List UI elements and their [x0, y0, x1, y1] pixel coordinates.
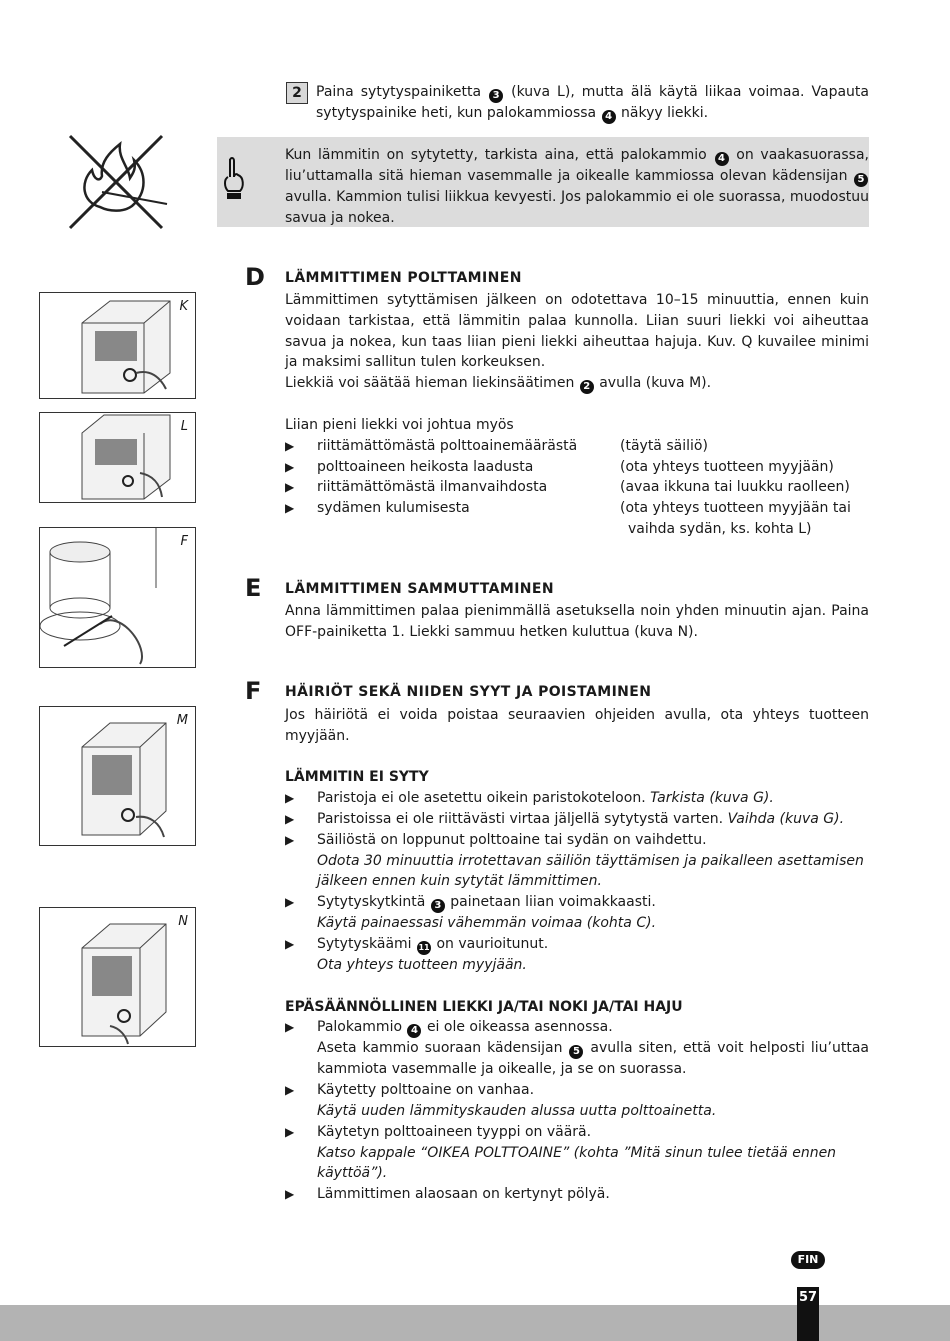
- section-letter-f: F: [245, 677, 262, 705]
- step-number-box: 2: [286, 82, 308, 104]
- ref-circle-4: 4: [602, 110, 616, 124]
- section-f-body: [285, 705, 869, 1205]
- ref-circle-4: 4: [407, 1024, 421, 1038]
- section-heading-d: LÄMMITTIMEN POLTTAMINEN: [285, 270, 522, 286]
- ref-circle-3: 3: [489, 89, 503, 103]
- list-item: ▶ Lämmittimen alaosaan on kertynyt pölyä.: [285, 1184, 869, 1205]
- section-letter-e: E: [245, 574, 262, 602]
- subheading-irregular-flame: EPÄSÄÄNNÖLLINEN LIEKKI JA/TAI NOKI JA/TAI HAJU: [285, 998, 683, 1015]
- figure-label: K: [179, 299, 188, 314]
- section-f-intro: Jos häiriötä ei voida poistaa seuraavien ohjeiden avulla, ota yhteys tuotteen myyjään.: [285, 707, 869, 744]
- subheading-no-ignition: LÄMMITIN EI SYTY: [285, 769, 429, 786]
- list-item: ▶ riittämättömästä polttoainemäärästä (täytä säiliö): [285, 436, 869, 457]
- figure-label: N: [178, 914, 188, 929]
- list-item: ▶ polttoaineen heikosta laadusta (ota yhteys tuotteen myyjään): [285, 457, 869, 478]
- ref-circle-11: 11: [417, 941, 431, 955]
- section-e-text: Anna lämmittimen palaa pienimmällä asetuksella noin yhden minuutin ajan. Paina OFF-painiketta 1. Liekki sammuu hetken kuluttua (kuva N).: [285, 603, 869, 640]
- section-d-body: [285, 290, 869, 540]
- figure-label: L: [180, 419, 188, 434]
- list-item: ▶ Säiliöstä on loppunut polttoaine tai sydän on vaihdettu. Odota 30 minuuttia irrotettavan säiliön täyttämisen ja paikalleen asettamisen jälkeen ennen kuin sytytät lämmittimen.: [285, 830, 869, 892]
- section-d-para1: Lämmittimen sytyttämisen jälkeen on odotettava 10–15 minuuttia, ennen kuin voidaan tarkistaa, että lämmitin palaa kunnolla. Liian suuri liekki voi aiheuttaa savua ja nokea, kun taas liian pieni liekki aiheuttaa hajuja. Kuv. Q kuvailee minimi ja maksimi sallitun tulen korkeuksen.: [285, 292, 869, 371]
- list-item: ▶ Paristoja ei ole asetettu oikein paristokoteloon. Tarkista (kuva G).: [285, 788, 869, 809]
- ref-circle-4: 4: [715, 152, 729, 166]
- step2-text: Paina sytytyspainiketta 3 (kuva L), mutta älä käytä liikaa voimaa. Vapauta sytytyspainike heti, kun palokammiossa 4 näkyy liekki.: [316, 84, 869, 122]
- list-item: ▶ Käytetty polttoaine on vanhaa. Käytä uuden lämmityskauden alussa uutta polttoainetta.: [285, 1080, 869, 1122]
- list-item: ▶ Sytytyskäämi 11 on vaurioitunut. Ota yhteys tuotteen myyjään.: [285, 934, 869, 976]
- cause-list: [285, 436, 869, 540]
- heater-illustration: [40, 908, 195, 1046]
- burner-illustration: [40, 528, 195, 667]
- section-d-intro: Liian pieni liekki voi johtua myös: [285, 416, 514, 433]
- ref-circle-2: 2: [580, 380, 594, 394]
- figure-l: [39, 412, 196, 503]
- list-item: ▶ sydämen kulumisesta (ota yhteys tuotteen myyjään tai vaihda sydän, ks. kohta L): [285, 498, 869, 540]
- figure-label: M: [176, 713, 188, 728]
- language-badge: FIN: [791, 1251, 825, 1269]
- list-item: ▶ Palokammio 4 ei ole oikeassa asennossa. Aseta kammio suoraan kädensijan 5 avulla siten, että voit helposti liu’uttaa kammiota vasemmalle ja oikealle, ja se on suorassa.: [285, 1017, 869, 1080]
- flame-list: [285, 1017, 869, 1205]
- section-heading-e: LÄMMITTIMEN SAMMUTTAMINEN: [285, 581, 554, 597]
- page-number: 57: [797, 1287, 819, 1341]
- heater-illustration: [40, 293, 195, 398]
- ignition-list: [285, 788, 869, 976]
- heater-illustration: [40, 413, 195, 502]
- figure-label: F: [180, 534, 188, 549]
- figure-m: [39, 706, 196, 846]
- pointing-hand-icon: [222, 155, 248, 203]
- list-item: ▶ riittämättömästä ilmanvaihdosta (avaa ikkuna tai luukku raolleen): [285, 477, 869, 498]
- no-fire-icon: [62, 132, 172, 232]
- ref-circle-5: 5: [854, 173, 868, 187]
- list-item: ▶ Käytetyn polttoaineen tyyppi on väärä. Katso kappale “OIKEA POLTTOAINE” (kohta ”Mitä sinun tulee tietää ennen käyttöä”).: [285, 1122, 869, 1184]
- list-item: ▶ Paristoissa ei ole riittävästi virtaa jäljellä sytytystä varten. Vaihda (kuva G).: [285, 809, 869, 830]
- ref-circle-5: 5: [569, 1045, 583, 1059]
- ref-circle-3: 3: [431, 899, 445, 913]
- figure-n: [39, 907, 196, 1047]
- section-d-para2: Liekkiä voi säätää hieman liekinsäätimen 2 avulla (kuva M).: [285, 375, 712, 393]
- list-item: ▶ Sytytyskytkintä 3 painetaan liian voimakkaasti. Käytä painaessasi vähemmän voimaa (kohta C).: [285, 892, 869, 934]
- section-heading-f: HÄIRIÖT SEKÄ NIIDEN SYYT JA POISTAMINEN: [285, 684, 652, 700]
- figure-f: [39, 527, 196, 668]
- heater-illustration: [40, 707, 195, 845]
- section-letter-d: D: [245, 263, 265, 291]
- figure-k: [39, 292, 196, 399]
- note-text: Kun lämmitin on sytytetty, tarkista aina, että palokammio 4 on vaakasuorassa, liu’uttamalla sitä hieman vasemmalle ja oikealle kammiossa olevan kädensijan 5 avulla. Kammion tulisi liikkua kevyesti. Jos palokammio ei ole suorassa, muodostuu savua ja nokea.: [285, 147, 869, 226]
